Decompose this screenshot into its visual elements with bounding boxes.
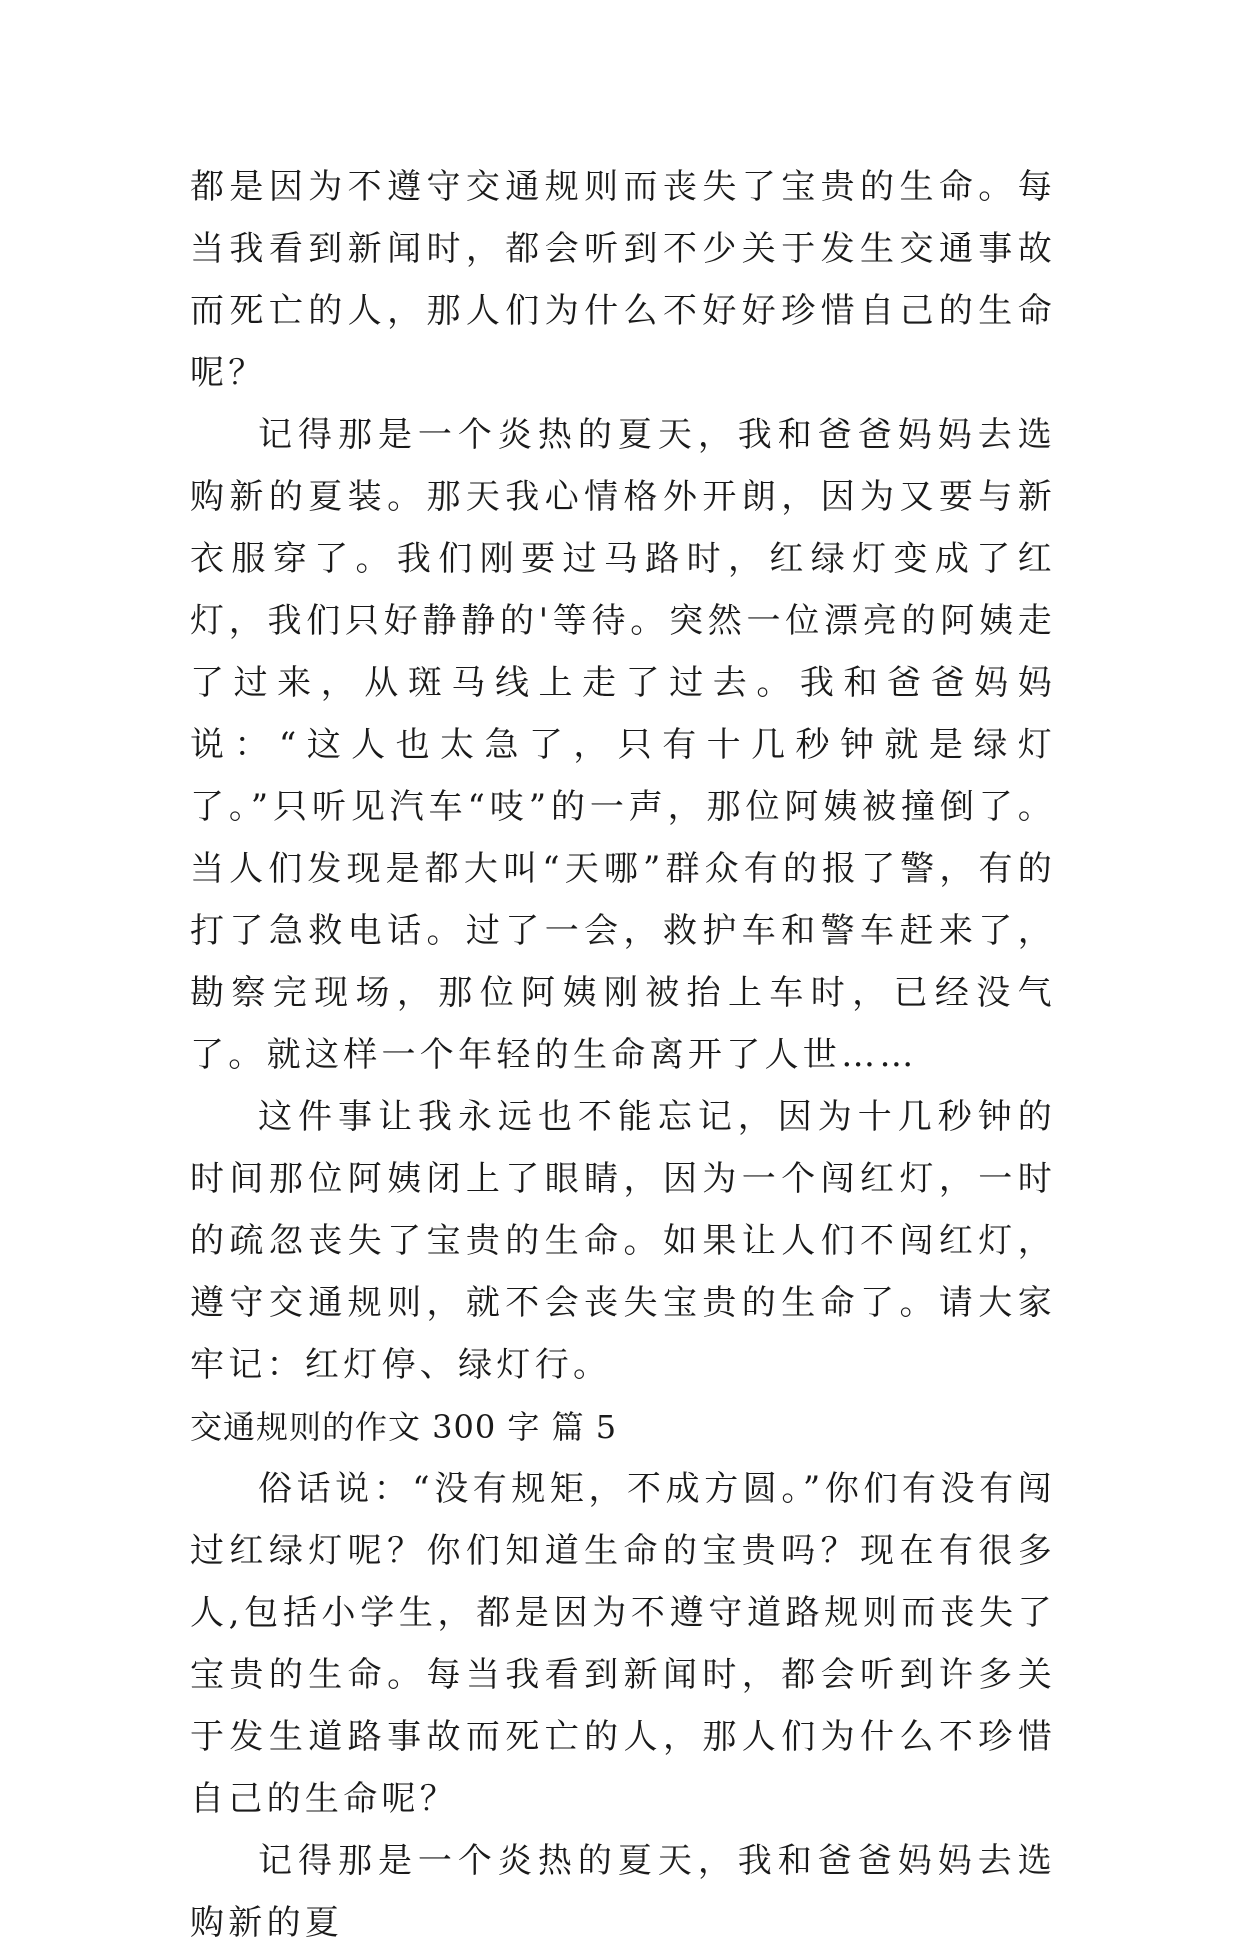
document-body — [190, 156, 1056, 1954]
paragraph-1: 都是因为不遵守交通规则而丧失了宝贵的生命。每当我看到新闻时，都会听到不少关于发生交通事故而死亡的人，那人们为什么不好好珍惜自己的生命呢？ — [190, 167, 1056, 393]
section-heading: 交通规则的作文 300 字 篇 5 — [190, 1408, 618, 1446]
paragraph-4: 俗话说：“没有规矩，不成方圆。”你们有没有闯过红绿灯呢？你们知道生命的宝贵吗？现在有很多人,包括小学生，都是因为不遵守道路规则而丧失了宝贵的生命。每当我看到新闻时，都会听到许多关于发生道路事故而死亡的人，那人们为什么不珍惜自己的生命呢？ — [190, 1469, 1056, 1819]
paragraph-3: 这件事让我永远也不能忘记，因为十几秒钟的时间那位阿姨闭上了眼睛，因为一个闯红灯，一时的疏忽丧失了宝贵的生命。如果让人们不闯红灯，遵守交通规则，就不会丧失宝贵的生命了。请大家牢记：红灯停、绿灯行。 — [190, 1097, 1056, 1385]
paragraph-5: 记得那是一个炎热的夏天，我和爸爸妈妈去选购新的夏 — [190, 1841, 1056, 1943]
paragraph-2: 记得那是一个炎热的夏天，我和爸爸妈妈去选购新的夏装。那天我心情格外开朗，因为又要与新衣服穿了。我们刚要过马路时，红绿灯变成了红灯，我们只好静静的'等待。突然一位漂亮的阿姨走了过来，从斑马线上走了过去。我和爸爸妈妈说：“这人也太急了，只有十几秒钟就是绿灯了。”只听见汽车“吱”的一声，那位阿姨被撞倒了。当人们发现是都大叫“天哪”群众有的报了警，有的打了急救电话。过了一会，救护车和警车赶来了，勘察完现场，那位阿姨刚被抬上车时，已经没气了。就这样一个年轻的生命离开了人世…… — [190, 415, 1056, 1075]
